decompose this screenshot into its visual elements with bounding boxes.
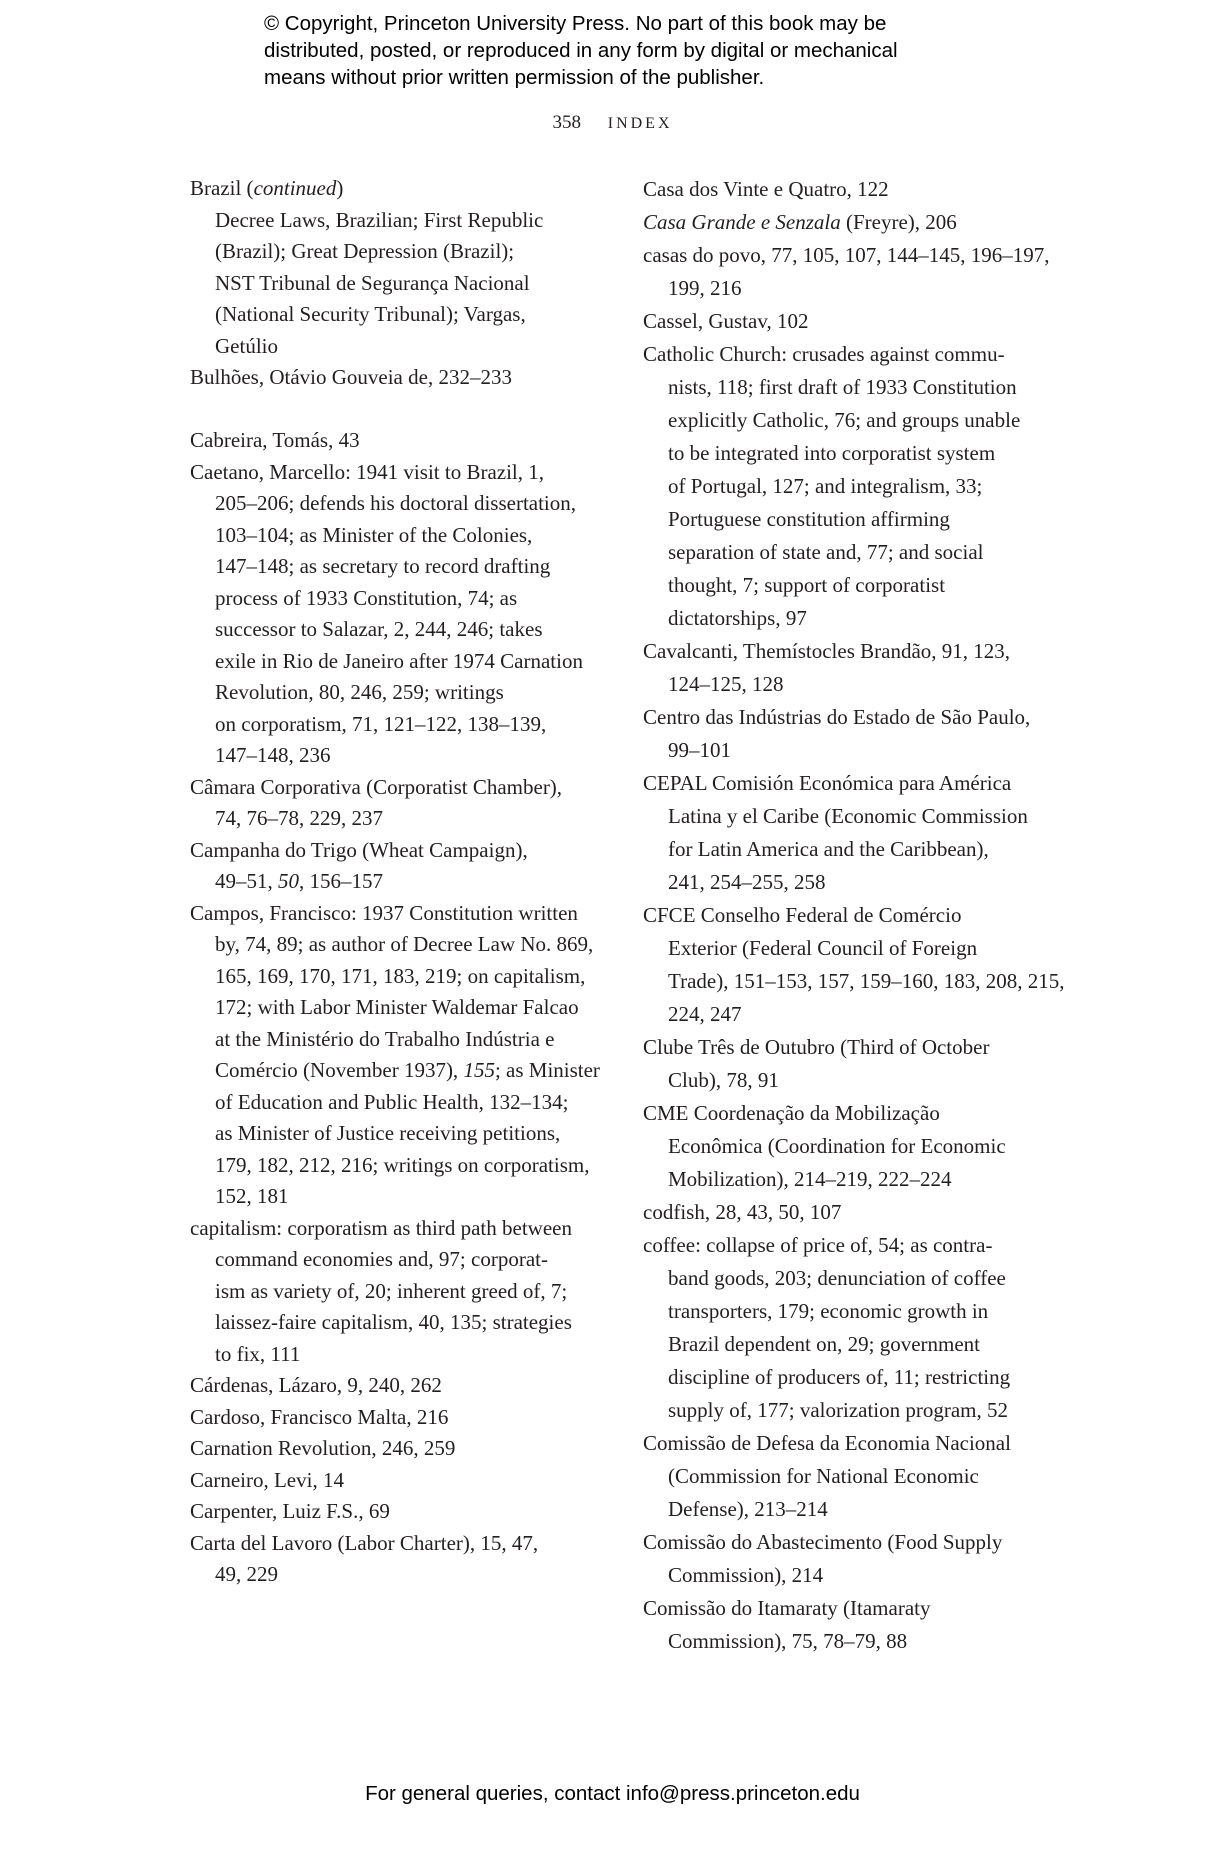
page-number: 358 [552,112,581,133]
entry-heading-line [190,1370,610,1402]
entry-continuation-line [190,1024,610,1056]
entry-heading-line [190,1465,610,1497]
entry-text: 241, 254–255, 258 [668,870,826,894]
entry-heading-line [643,1427,1063,1460]
entry-continuation-line [643,536,1063,569]
entry-heading-line [643,338,1063,371]
footer-contact: For general queries, contact info@press.princeton.edu [365,1782,860,1805]
index-entry [643,701,1063,767]
index-column-right [643,173,1063,1658]
index-entry [190,1465,610,1497]
entry-text: ; as Minister [494,1058,600,1082]
entry-text: of Education and Public Health, 132–134; [215,1089,569,1114]
entry-continuation-line [643,965,1063,998]
entry-continuation-line [190,992,610,1024]
entry-text: CFCE Conselho Federal de Comércio [643,903,962,927]
entry-continuation-line [643,602,1063,635]
entry-text: Club), 78, 91 [668,1068,779,1092]
entry-text: command economies and, 97; corporat- [215,1247,548,1271]
entry-text: Centro das Indústrias do Estado de São Paulo, [643,705,1031,729]
entry-text: Commission), 214 [668,1563,824,1587]
entry-text: Revolution, 80, 246, 259; writings [215,680,504,704]
entry-continuation-line [190,1559,610,1591]
entry-text: Carta del Lavoro (Labor Charter), 15, 47, [190,1530,539,1555]
entry-continuation-line [190,1244,610,1276]
entry-continuation-line [190,1150,610,1182]
index-entry [190,1496,610,1528]
entry-continuation-line [190,1307,610,1339]
entry-continuation-line [643,1361,1063,1394]
entry-continuation-line [643,1559,1063,1592]
entry-text: Campos, Francisco: 1937 Constitution written [190,900,578,925]
entry-continuation-line [643,1625,1063,1658]
entry-text: Cabreira, Tomás, 43 [190,428,360,452]
entry-continuation-line [190,929,610,961]
index-entry [643,239,1063,305]
entry-text: Casa dos Vinte e Quatro, 122 [643,177,889,201]
entry-heading-line [643,899,1063,932]
entry-continuation-line [190,583,610,615]
entry-text: process of 1933 Constitution, 74; as [215,585,518,610]
index-entry [643,1592,1063,1658]
entry-text: Cardoso, Francisco Malta, 216 [190,1404,449,1429]
index-entry [643,635,1063,701]
entry-continuation-line [190,803,610,835]
entry-text: (Brazil); Great Depression (Brazil); [215,239,515,263]
index-entry [643,1526,1063,1592]
entry-heading-line [190,898,610,930]
italic-text: continued [253,176,337,200]
entry-text: , 156–157 [299,869,383,893]
entry-text: Carneiro, Levi, 14 [190,1467,344,1492]
entry-heading-line [643,1031,1063,1064]
entry-continuation-line [190,1276,610,1308]
entry-text: 103–104; as Minister of the Colonies, [215,522,533,547]
entry-text: Câmara Corporativa (Corporatist Chamber), [190,774,563,799]
entry-text: for Latin America and the Caribbean), [668,837,989,861]
entry-text: 165, 169, 170, 171, 183, 219; on capitalism, [215,963,586,988]
entry-text: 205–206; defends his doctoral dissertation, [215,491,577,515]
entry-text: casas do povo, 77, 105, 107, 144–145, 196–197, [643,243,1050,267]
entry-text: transporters, 179; economic growth in [668,1299,989,1323]
entry-text: as Minister of Justice receiving petitions, [215,1121,561,1145]
entry-text: 224, 247 [668,1002,742,1026]
entry-text: (Commission for National Economic [668,1464,979,1488]
entry-text: successor to Salazar, 2, 244, 246; takes [215,617,543,641]
entry-text: CME Coordenação da Mobilização [643,1101,940,1125]
entry-heading-line [190,425,610,457]
entry-text: ) [336,176,344,200]
index-entry [190,362,610,394]
index-entry [190,1402,610,1434]
entry-heading-line [643,635,1063,668]
entry-text: Brazil ( [190,176,254,200]
entry-text: Exterior (Federal Council of Foreign [668,936,978,960]
index-entry [190,1213,610,1371]
entry-heading-line [643,1526,1063,1559]
entry-continuation-line [643,437,1063,470]
entry-continuation-line [643,1064,1063,1097]
entry-heading-line [190,1433,610,1465]
index-entry [643,338,1063,635]
italic-text: Casa Grande e Senzala [643,210,841,234]
index-entry [190,835,610,898]
entry-continuation-line [190,299,610,331]
entry-text: Clube Três de Outubro (Third of October [643,1035,990,1059]
entry-heading-line [643,305,1063,338]
entry-continuation-line [643,800,1063,833]
entry-heading-line [190,835,610,867]
entry-text: Getúlio [215,333,278,358]
index-entry [190,1528,610,1591]
entry-text: NST Tribunal de Segurança Nacional [215,270,530,295]
entry-heading-line [643,239,1063,272]
entry-text: Econômica (Coordination for Economic [668,1134,1006,1158]
entry-heading-line [643,1097,1063,1130]
entry-text: separation of state and, 77; and social [668,540,984,564]
entry-continuation-line [190,236,610,268]
entry-text: Cavalcanti, Themístocles Brandão, 91, 123, [643,639,1011,663]
entry-continuation-line [190,740,610,772]
entry-text: CEPAL Comisión Económica para América [643,771,1012,795]
entry-continuation-line [190,331,610,363]
entry-text: band goods, 203; denunciation of coffee [668,1266,1006,1290]
copyright-line: distributed, posted, or reproduced in any form by digital or mechanical [264,39,898,62]
entry-text: Portuguese constitution affirming [668,507,950,531]
entry-text: laissez-faire capitalism, 40, 135; strategies [215,1310,572,1334]
entry-continuation-line [643,569,1063,602]
entry-heading-line [643,701,1063,734]
entry-continuation-line [643,998,1063,1031]
entry-continuation-line [190,866,610,898]
entry-continuation-line [190,1181,610,1213]
index-entry [643,899,1063,1031]
entry-text: coffee: collapse of price of, 54; as contra- [643,1233,993,1257]
entry-continuation-line [643,1163,1063,1196]
index-entry [643,1229,1063,1427]
entry-text: 147–148, 236 [215,743,331,767]
entry-text: Comissão de Defesa da Economia Nacional [643,1431,1011,1455]
entry-text: Cárdenas, Lázaro, 9, 240, 262 [190,1373,442,1397]
italic-text: 50 [278,869,299,893]
index-entry [643,206,1063,239]
entry-text: 147–148; as secretary to record drafting [215,554,551,578]
index-entry [643,1097,1063,1196]
entry-text: at the Ministério do Trabalho Indústria e [215,1026,555,1051]
entry-heading-line [190,1528,610,1560]
entry-continuation-line [643,932,1063,965]
entry-continuation-line [643,1394,1063,1427]
entry-text: Mobilization), 214–219, 222–224 [668,1167,952,1191]
entry-continuation-line [643,1460,1063,1493]
index-entry [190,1433,610,1465]
entry-heading-line [643,206,1063,239]
entry-heading-line [643,1592,1063,1625]
entry-continuation-line [190,551,610,583]
entry-text: to be integrated into corporatist system [668,441,996,465]
index-column-left [190,173,610,1591]
entry-heading-line [190,1402,610,1434]
index-entry [643,767,1063,899]
entry-text: Caetano, Marcello: 1941 visit to Brazil, 1, [190,459,545,484]
entry-text: nists, 118; first draft of 1933 Constitution [668,375,1017,399]
entry-continuation-line [643,1295,1063,1328]
entry-text: 99–101 [668,738,731,762]
entry-continuation-line [190,488,610,520]
entry-continuation-line [190,1118,610,1150]
entry-text: Catholic Church: crusades against commu- [643,342,1005,366]
entry-continuation-line [190,1055,610,1087]
entry-heading-line [190,1213,610,1245]
entry-continuation-line [643,1130,1063,1163]
entry-heading-line [190,394,610,426]
entry-text: 49, 229 [215,1562,278,1586]
copyright-line: © Copyright, Princeton University Press. No part of this book may be [264,12,887,35]
index-entry [643,1196,1063,1229]
entry-text: 179, 182, 212, 216; writings on corporatism, [215,1152,590,1177]
entry-continuation-line [190,1339,610,1371]
copyright-notice [264,10,898,91]
index-entry [643,173,1063,206]
entry-text: Latina y el Caribe (Economic Commission [668,804,1028,828]
entry-text: of Portugal, 127; and integralism, 33; [668,474,983,498]
entry-text: Defense), 213–214 [668,1497,828,1521]
entry-text: Commission), 75, 78–79, 88 [668,1629,908,1653]
entry-continuation-line [190,646,610,678]
entry-text: Brazil dependent on, 29; government [668,1332,980,1356]
entry-continuation-line [643,866,1063,899]
entry-text: 74, 76–78, 229, 237 [215,806,383,830]
entry-continuation-line [190,709,610,741]
entry-text: on corporatism, 71, 121–122, 138–139, [215,711,547,736]
entry-gap [190,394,610,426]
entry-continuation-line [643,833,1063,866]
entry-text: 199, 216 [668,276,742,300]
entry-heading-line [190,457,610,489]
entry-text: Carpenter, Luiz F.S., 69 [190,1499,390,1523]
entry-continuation-line [643,1262,1063,1295]
entry-continuation-line [643,1493,1063,1526]
entry-continuation-line [643,503,1063,536]
entry-text: (National Security Tribunal); Vargas, [215,302,526,326]
entry-text: 49–51, [215,869,278,893]
entry-text: ism as variety of, 20; inherent greed of, 7; [215,1278,568,1303]
entry-text: 124–125, 128 [668,672,784,696]
entry-text: Bulhões, Otávio Gouveia de, 232–233 [190,365,512,389]
entry-text: thought, 7; support of corporatist [668,573,946,597]
entry-continuation-line [190,1087,610,1119]
italic-text: 155 [463,1058,495,1082]
entry-text: to fix, 111 [215,1341,301,1366]
entry-text: capitalism: corporatism as third path between [190,1215,572,1240]
entry-continuation-line [643,470,1063,503]
entry-continuation-line [190,677,610,709]
entry-continuation-line [643,404,1063,437]
entry-text: Cassel, Gustav, 102 [643,309,809,333]
entry-heading-line [190,362,610,394]
index-entry [190,457,610,772]
entry-text: (Freyre), 206 [840,210,957,234]
entry-text: exile in Rio de Janeiro after 1974 Carnation [215,648,583,673]
index-entry [190,1370,610,1402]
entry-heading-line [643,1229,1063,1262]
entry-text: supply of, 177; valorization program, 52 [668,1398,1009,1422]
entry-continuation-line [643,1328,1063,1361]
entry-text: Decree Laws, Brazilian; First Republic [215,207,544,232]
index-entry [190,772,610,835]
index-entry [190,898,610,1213]
section-title: INDEX [607,115,673,132]
entry-heading-line [190,173,610,205]
entry-text: discipline of producers of, 11; restricting [668,1365,1011,1389]
entry-heading-line [643,1196,1063,1229]
copyright-line: means without prior written permission of the publisher. [264,66,765,89]
entry-text: Comissão do Itamaraty (Itamaraty [643,1596,931,1620]
index-entry [643,1427,1063,1526]
entry-text: Carnation Revolution, 246, 259 [190,1436,456,1460]
running-head [0,112,1225,134]
entry-text: dictatorships, 97 [668,606,807,630]
index-entry [190,173,610,362]
entry-text: by, 74, 89; as author of Decree Law No. 869, [215,932,594,956]
entry-heading-line [643,173,1063,206]
entry-text: Trade), 151–153, 157, 159–160, 183, 208, 215, [668,969,1065,993]
entry-continuation-line [190,961,610,993]
entry-continuation-line [643,734,1063,767]
entry-text: 152, 181 [215,1184,289,1208]
entry-text: codfish, 28, 43, 50, 107 [643,1200,842,1224]
entry-heading-line [190,772,610,804]
entry-text: Campanha do Trigo (Wheat Campaign), [190,837,528,862]
entry-text: explicitly Catholic, 76; and groups unable [668,408,1021,432]
entry-continuation-line [643,668,1063,701]
entry-continuation-line [190,268,610,300]
entry-continuation-line [643,371,1063,404]
entry-text: 172; with Labor Minister Waldemar Falcao [215,995,579,1019]
entry-continuation-line [190,520,610,552]
entry-continuation-line [190,205,610,237]
entry-text: Comissão do Abastecimento (Food Supply [643,1530,1003,1554]
index-entry [190,425,610,457]
index-entry [643,1031,1063,1097]
entry-heading-line [190,1496,610,1528]
entry-continuation-line [643,272,1063,305]
index-entry [643,305,1063,338]
entry-heading-line [643,767,1063,800]
entry-continuation-line [190,614,610,646]
entry-text: Comércio (November 1937), [215,1058,464,1082]
